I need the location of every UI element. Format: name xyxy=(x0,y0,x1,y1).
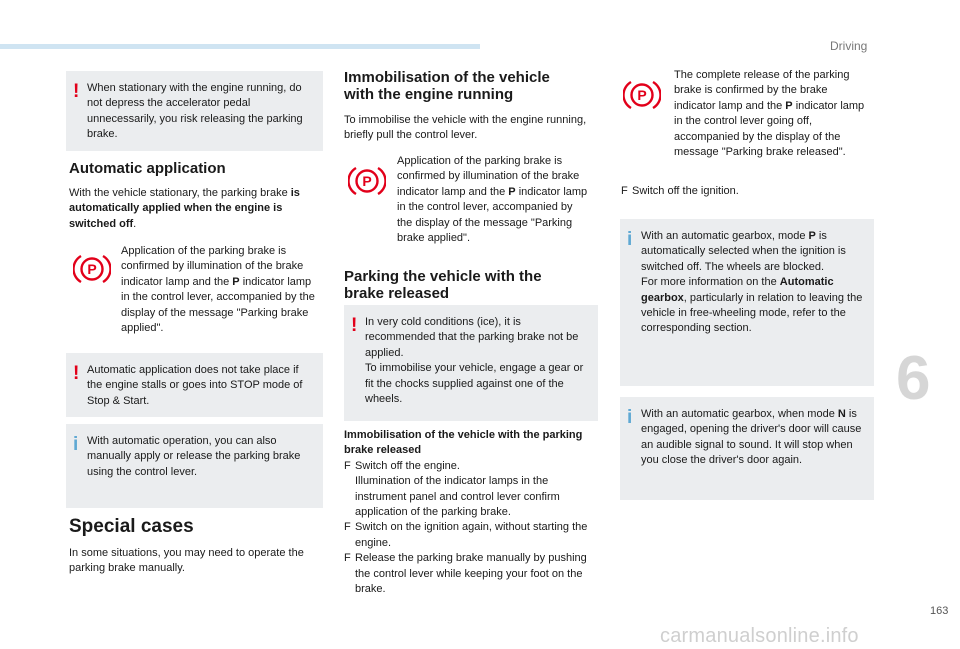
info-box-automatic-operation xyxy=(66,424,323,508)
step-switch-off-ignition: F Switch off the ignition. xyxy=(621,184,871,199)
warning-icon: ! xyxy=(73,81,80,102)
immobilisation-confirmation: Application of the parking brake is confirmed by illumination of the brake indicator lamp and the P indicator lamp in the control lever, accompanied by the display of the message "Parking brake applied". xyxy=(397,155,588,245)
info-text: With an automatic gearbox, when mode N is engaged, opening the driver's door will cause an audible signal to sound. It will stop when you close the driver's door again. xyxy=(641,408,862,467)
info-icon: i xyxy=(627,229,633,250)
section-heading-special-cases: Special cases xyxy=(69,516,194,537)
svg-text:P: P xyxy=(362,173,372,189)
chapter-tab-number: 6 xyxy=(896,344,931,413)
svg-text:P: P xyxy=(637,87,647,103)
info-box-automatic-gearbox-p xyxy=(620,219,874,386)
immobilisation-text: To immobilise the vehicle with the engine running, briefly pull the control lever. xyxy=(344,114,587,142)
watermark: carmanualsonline.info xyxy=(660,625,859,647)
info-icon: i xyxy=(73,434,79,455)
info-text: With automatic operation, you can also manually apply or release the parking brake using the control lever. xyxy=(87,435,301,478)
release-confirmation: The complete release of the parking brake is confirmed by the brake indicator lamp and the P indicator lamp in the control lever going off, accompanied by the display of the message "Parking brake released". xyxy=(674,69,865,159)
info-icon: i xyxy=(627,407,633,428)
warning-text: When stationary with the engine running, do not depress the accelerator pedal unnecessarily, you risk releasing the parking brake. xyxy=(87,82,303,141)
page-number: 163 xyxy=(930,605,949,617)
parking-brake-warning-icon xyxy=(73,252,111,286)
warning-text-2: To immobilise your vehicle, engage a gear or fit the chocks supplied against one of the wheels. xyxy=(365,362,584,406)
step-3: F Release the parking brake manually by pushing the control lever while keeping your foot on the brake. xyxy=(344,552,587,596)
warning-icon: ! xyxy=(351,315,358,336)
automatic-application-confirmation: Application of the parking brake is confirmed by illumination of the brake indicator lamp and the P indicator lamp in the control lever, accompanied by the display of the message "Parking brake applied". xyxy=(121,245,315,335)
chapter-title: Driving xyxy=(830,39,868,53)
section-heading-parking-brake-released: Parking the vehicle with the brake released xyxy=(344,268,542,302)
automatic-application-intro: With the vehicle stationary, the parking brake is automatically applied when the engine is switched off. xyxy=(69,187,300,230)
info-text-1: With an automatic gearbox, mode P is automatically selected when the ignition is switched off. The wheels are blocked. xyxy=(641,230,846,273)
step-arrow-icon: F xyxy=(344,552,351,565)
warning-text-1: In very cold conditions (ice), it is recommended that the parking brake not be applied. xyxy=(365,316,579,359)
step-arrow-icon: F xyxy=(344,521,351,534)
warning-text: Automatic application does not take place if the engine stalls or goes into STOP mode of Stop & Start. xyxy=(87,364,303,407)
special-cases-text: In some situations, you may need to operate the parking brake manually. xyxy=(69,547,304,575)
warning-icon: ! xyxy=(73,363,80,384)
svg-text:P: P xyxy=(87,261,97,277)
parking-brake-warning-icon xyxy=(348,164,386,198)
step-arrow-icon: F xyxy=(344,459,351,472)
warning-box-cold-conditions xyxy=(344,305,598,421)
procedure-heading: Immobilisation of the vehicle with the parking brake released xyxy=(344,429,583,457)
warning-box-accelerator xyxy=(66,71,323,151)
step-arrow-icon: F xyxy=(621,185,628,197)
warning-box-stop-start xyxy=(66,353,323,417)
section-heading-immobilisation: Immobilisation of the vehicle with the engine running xyxy=(344,69,550,103)
info-box-automatic-gearbox-n xyxy=(620,397,874,500)
header-accent-bar xyxy=(0,44,480,49)
ignition-step xyxy=(621,184,871,199)
step-1: F Switch off the engine. Illumination of the indicator lamps in the instrument panel and control lever confirm application of the parking brake. xyxy=(344,459,560,519)
parking-brake-warning-icon xyxy=(623,78,661,112)
procedure-steps xyxy=(344,428,598,597)
section-heading-automatic-application: Automatic application xyxy=(69,160,226,177)
info-text-2: For more information on the Automatic gearbox, particularly in relation to leaving the vehicle in free-wheeling mode, refer to the corresponding section. xyxy=(641,276,863,335)
step-2: F Switch on the ignition again, without starting the engine. xyxy=(344,521,588,549)
